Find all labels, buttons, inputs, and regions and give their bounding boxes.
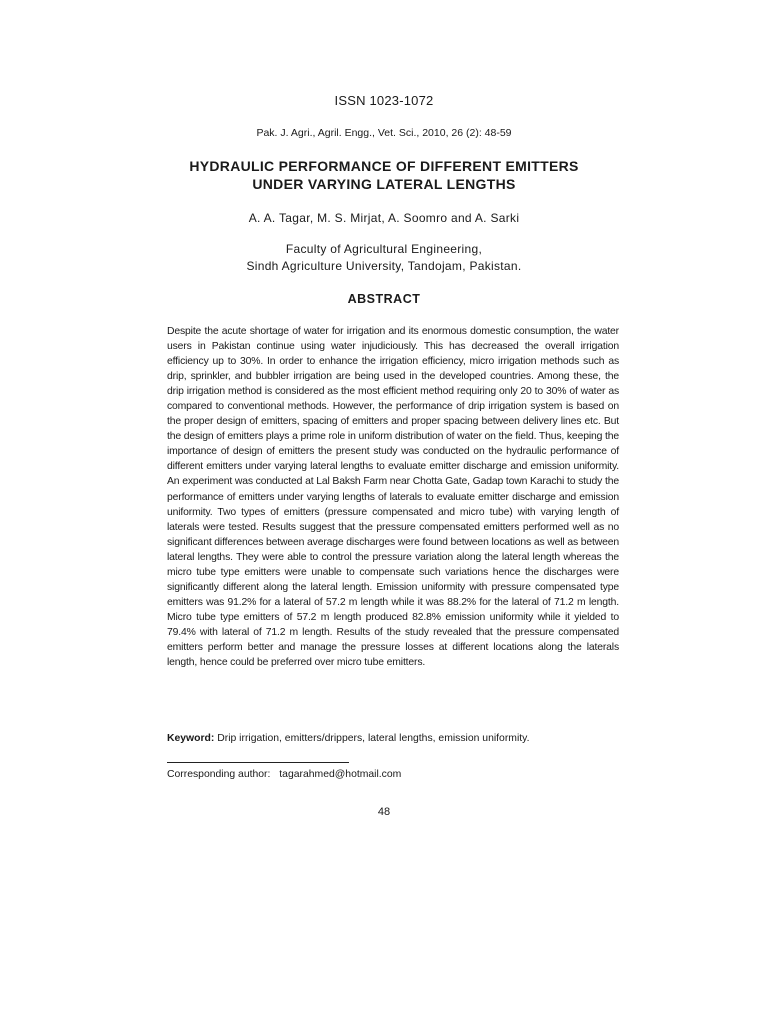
article-title bbox=[0, 157, 768, 193]
keywords bbox=[167, 733, 627, 744]
authors: A. A. Tagar, M. S. Mirjat, A. Soomro and A. Sarki bbox=[248, 211, 520, 225]
article-title-line-2: UNDER VARYING LATERAL LENGTHS bbox=[252, 176, 516, 192]
corresponding-author bbox=[167, 769, 401, 780]
abstract-body: Despite the acute shortage of water for irrigation and its enormous domestic consumption, the water users in Pakistan continue using water injudiciously. This has decreased the overall irrigation efficiency up to 30%. In order to enhance the irrigation efficiency, micro irrigation methods such as drip, sprinkler, and bubbler irrigation are being used in the developed countries. Among these, the drip irrigation method is considered as the most efficient method requiring only 20 to 30% of water as compared to conventional methods. However, the performance of drip irrigation system is based on the proper design of emitters, spacing of emitters and proper spacing between delivery lines etc. But the design of emitters plays a prime role in uniform distribution of water on the field. Thus, keeping the importance of design of emitters the present study was conducted on the hydraulic performance of different emitters under varying lateral lengths to evaluate emitter discharge and emission uniformity. An experiment was conducted at Lal Baksh Farm near Chotta Gate, Gadap town Karachi to study the performance of emitters under varying lengths of laterals to evaluate emitter discharge and emission uniformity. Two types of emitters (pressure compensated and micro tube) with varying length of laterals were tested. Results suggest that the pressure compensated emitters performed well as no significant differences between average discharges were found between locations as well as between lateral lengths. They were able to control the pressure variation along the lateral length whereas the micro tube type emitters were unable to compensate such variations hence the discharges were significantly different along the lateral length. Emission uniformity with pressure compensated type emitters was 91.2% for a lateral of 57.2 m length while it was 88.2% for the lateral of 71.2 m length. Micro tube type emitters of 57.2 m length produced 82.8% emission uniformity while it yielded to 79.4% with lateral of 71.2 m length. Results of the study revealed that the pressure compensated emitters perform better and manage the pressure losses at different locations along the laterals length, hence could be preferred over micro tube emitters. bbox=[167, 326, 619, 669]
corresponding-author-email: tagarahmed@hotmail.com bbox=[279, 769, 402, 780]
footnote-divider bbox=[167, 762, 349, 763]
corresponding-author-label: Corresponding author: bbox=[167, 769, 271, 780]
article-title-line-1: HYDRAULIC PERFORMANCE OF DIFFERENT EMITTERS bbox=[189, 158, 579, 174]
affiliation bbox=[0, 241, 768, 275]
issn: ISSN 1023-1072 bbox=[334, 93, 434, 108]
keywords-label: Keyword: bbox=[167, 733, 215, 744]
affiliation-line-2: Sindh Agriculture University, Tandojam, Pakistan. bbox=[246, 259, 522, 273]
keywords-text: Drip irrigation, emitters/drippers, lateral lengths, emission uniformity. bbox=[217, 733, 530, 744]
page-number: 48 bbox=[377, 806, 391, 818]
abstract-heading: ABSTRACT bbox=[347, 292, 421, 306]
affiliation-line-1: Faculty of Agricultural Engineering, bbox=[285, 242, 483, 256]
journal-citation: Pak. J. Agri., Agril. Engg., Vet. Sci., 2010, 26 (2): 48-59 bbox=[256, 127, 512, 139]
